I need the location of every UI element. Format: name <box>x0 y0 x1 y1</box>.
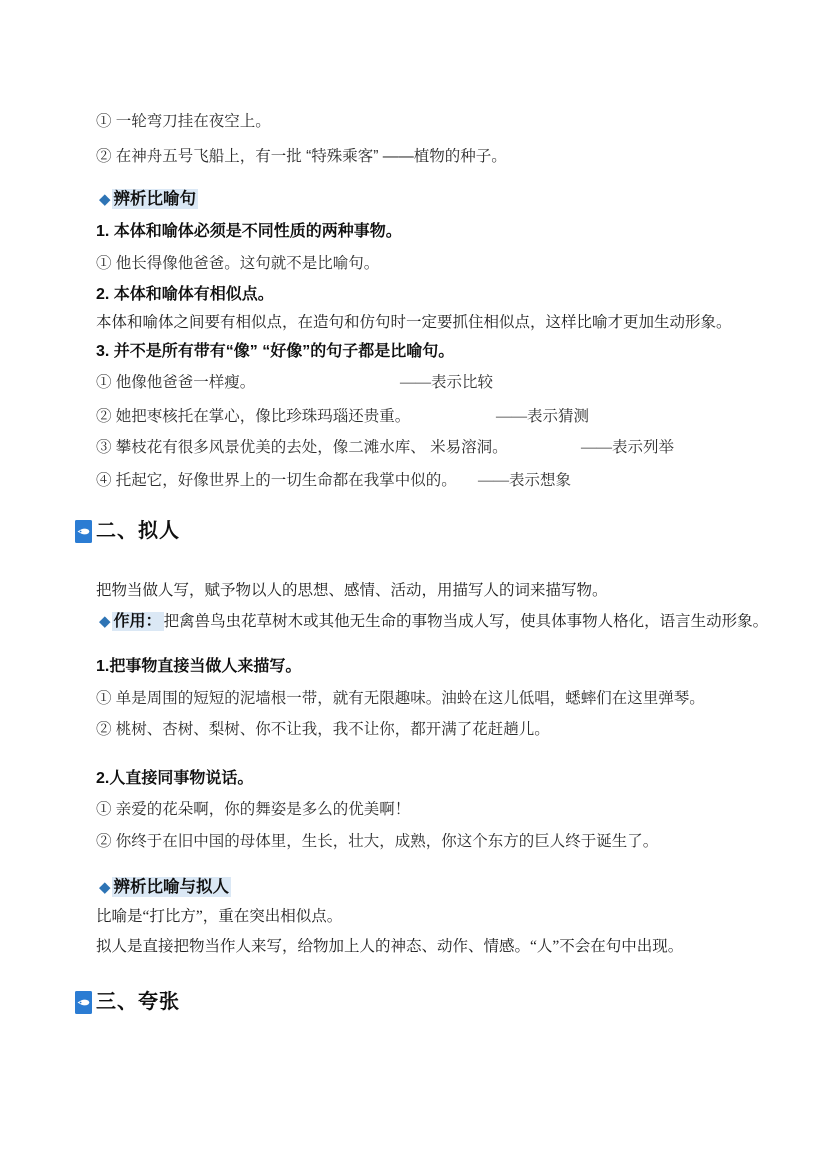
niren-sub1-example-1: ① 单是周围的短短的泥墙根一带，就有无限趣味。油蛉在这儿低唱，蟋蟀们在这里弹琴。 <box>96 690 705 707</box>
bianxi-line-2: 拟人是直接把物当作人来写，给物加上人的神态、动作、情感。“人”不会在句中出现。 <box>96 938 684 955</box>
point-3-heading: 3. 并不是所有带有“像” “好像”的句子都是比喻句。 <box>96 343 455 360</box>
example-annotation: ——表示列举 <box>581 439 675 456</box>
pen-annotation-icon <box>75 991 92 1014</box>
biyu-example-2: ② 在神舟五号飞船上，有一批 “特殊乘客” ——植物的种子。 <box>96 148 507 165</box>
example-sentence: ④ 托起它，好像世界上的一切生命都在我掌中似的。 <box>96 472 457 489</box>
diamond-bullet-icon: ◆ <box>99 612 111 630</box>
niren-definition: 把物当做人写，赋予物以人的思想、感情、活动，用描写人的词来描写物。 <box>96 582 608 599</box>
section-title: 二、拟人 <box>96 520 180 542</box>
function-label: 作用： <box>113 613 162 630</box>
like-example-2 <box>96 406 826 427</box>
example-annotation: ——表示猜测 <box>496 408 590 425</box>
subhead-bianxi-biyu-niren <box>99 877 231 898</box>
subhead-text: 辨析比喻句 <box>113 190 197 208</box>
section-heading-niren <box>75 520 180 543</box>
function-text: 把禽兽鸟虫花草树木或其他无生命的事物当成人写，使具体事物人格化，语言生动形象。 <box>163 613 769 630</box>
biyu-example-1: ① 一轮弯刀挂在夜空上。 <box>96 113 271 130</box>
niren-sub2-example-1: ① 亲爱的花朵啊，你的舞姿是多么的优美啊！ <box>96 801 411 818</box>
like-example-1 <box>96 372 826 393</box>
example-annotation: ——表示比较 <box>400 374 494 391</box>
niren-sub1-heading: 1.把事物直接当做人来描写。 <box>96 658 302 675</box>
diamond-bullet-icon: ◆ <box>99 190 111 208</box>
example-sentence: ① 他像他爸爸一样瘦。 <box>96 374 256 391</box>
section-heading-kuazhang <box>75 991 180 1014</box>
point-1-heading: 1. 本体和喻体必须是不同性质的两种事物。 <box>96 223 402 240</box>
pen-annotation-icon <box>75 520 92 543</box>
point-2-text: 本体和喻体之间要有相似点，在造句和仿句时一定要抓住相似点，这样比喻才更加生动形象。 <box>96 314 732 331</box>
example-sentence: ③ 攀枝花有很多风景优美的去处，像二滩水库、 米易溶洞。 <box>96 439 508 456</box>
section-title: 三、夸张 <box>96 991 180 1013</box>
niren-function-line <box>99 611 768 632</box>
diamond-bullet-icon: ◆ <box>99 878 111 896</box>
bianxi-line-1: 比喻是“打比方”，重在突出相似点。 <box>96 908 343 925</box>
niren-sub2-heading: 2.人直接同事物说话。 <box>96 770 254 787</box>
point-1-example: ① 他长得像他爸爸。这句就不是比喻句。 <box>96 255 380 272</box>
like-example-4 <box>96 470 826 491</box>
niren-sub2-example-2: ② 你终于在旧中国的母体里，生长，壮大，成熟，你这个东方的巨人终于诞生了。 <box>96 833 659 850</box>
subhead-text: 辨析比喻与拟人 <box>113 878 230 896</box>
niren-sub1-example-2: ② 桃树、杏树、梨树、你不让我，我不让你，都开满了花赶趟儿。 <box>96 721 550 738</box>
example-sentence: ② 她把枣核托在掌心，像比珍珠玛瑙还贵重。 <box>96 408 411 425</box>
like-example-3 <box>96 437 826 458</box>
point-2-heading: 2. 本体和喻体有相似点。 <box>96 286 274 303</box>
subhead-bianxi-biyu <box>99 189 198 210</box>
example-annotation: ——表示想象 <box>478 472 572 489</box>
